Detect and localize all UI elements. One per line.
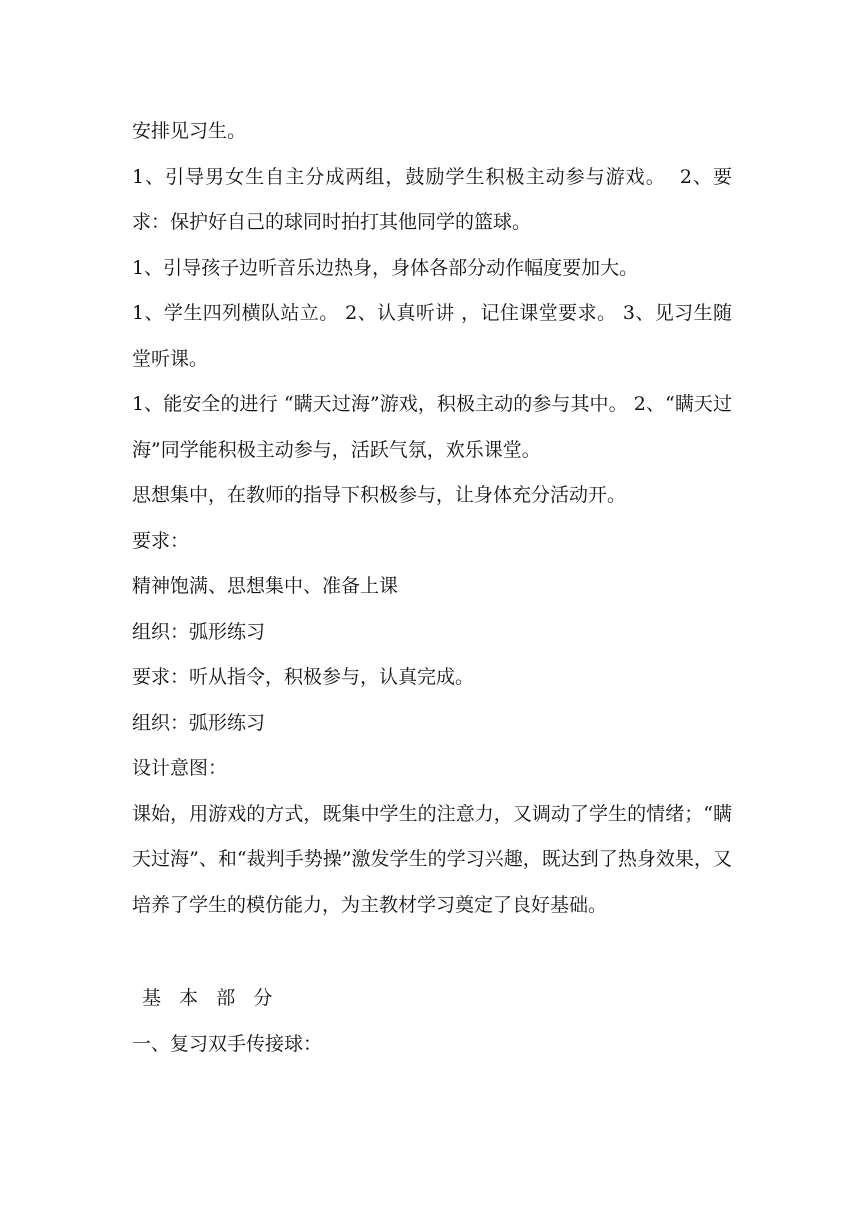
paragraph-student-formation: 1、学生四列横队站立。 2、认真听讲 ，记住课堂要求。 3、见习生随堂听课。 (132, 302, 732, 370)
paragraph-focus-activity: 思想集中，在教师的指导下积极参与，让身体充分活动开。 (132, 484, 627, 506)
paragraph-game-participation: 1、能安全的进行 “瞒天过海”游戏，积极主动的参与其中。 2、“瞒天过海”同学能积极主动参与，活跃气氛，欢乐课堂。 (132, 393, 732, 461)
paragraph-requirements-detail: 精神饱满、思想集中、准备上课 (132, 575, 399, 597)
paragraph-spacer (132, 928, 732, 976)
paragraph-arrange-observers: 安排见习生。 (132, 120, 247, 142)
paragraph-organization-2: 组织：弧形练习 (132, 711, 266, 734)
document-body (132, 109, 732, 1067)
paragraph-design-intent-label: 设计意图： (132, 757, 228, 779)
paragraph-design-intent-detail: 课始，用游戏的方式，既集中学生的注意力，又调动了学生的情绪；“瞒天过海”、和“裁判手势操”激发学生的学习兴趣，既达到了热身效果，又培养了学生的模仿能力，为主教材学习奠定了良好基础。 (132, 802, 732, 916)
paragraph-warmup-guidance: 1、引导孩子边听音乐边热身，身体各部分动作幅度要加大。 (132, 256, 639, 279)
paragraph-group-game-guidance: 1、引导男女生自主分成两组，鼓励学生积极主动参与游戏。 2、要求：保护好自己的球同时拍打其他同学的篮球。 (132, 165, 732, 233)
paragraph-requirements-label: 要求： (132, 529, 190, 552)
paragraph-requirements-2: 要求：听从指令，积极参与，认真完成。 (132, 666, 475, 688)
section-item-review-passing: 一、复习双手传接球： (132, 1032, 323, 1055)
section-title-basic-part: 基 本 部 分 (142, 987, 273, 1009)
paragraph-organization-1: 组织：弧形练习 (132, 620, 266, 643)
